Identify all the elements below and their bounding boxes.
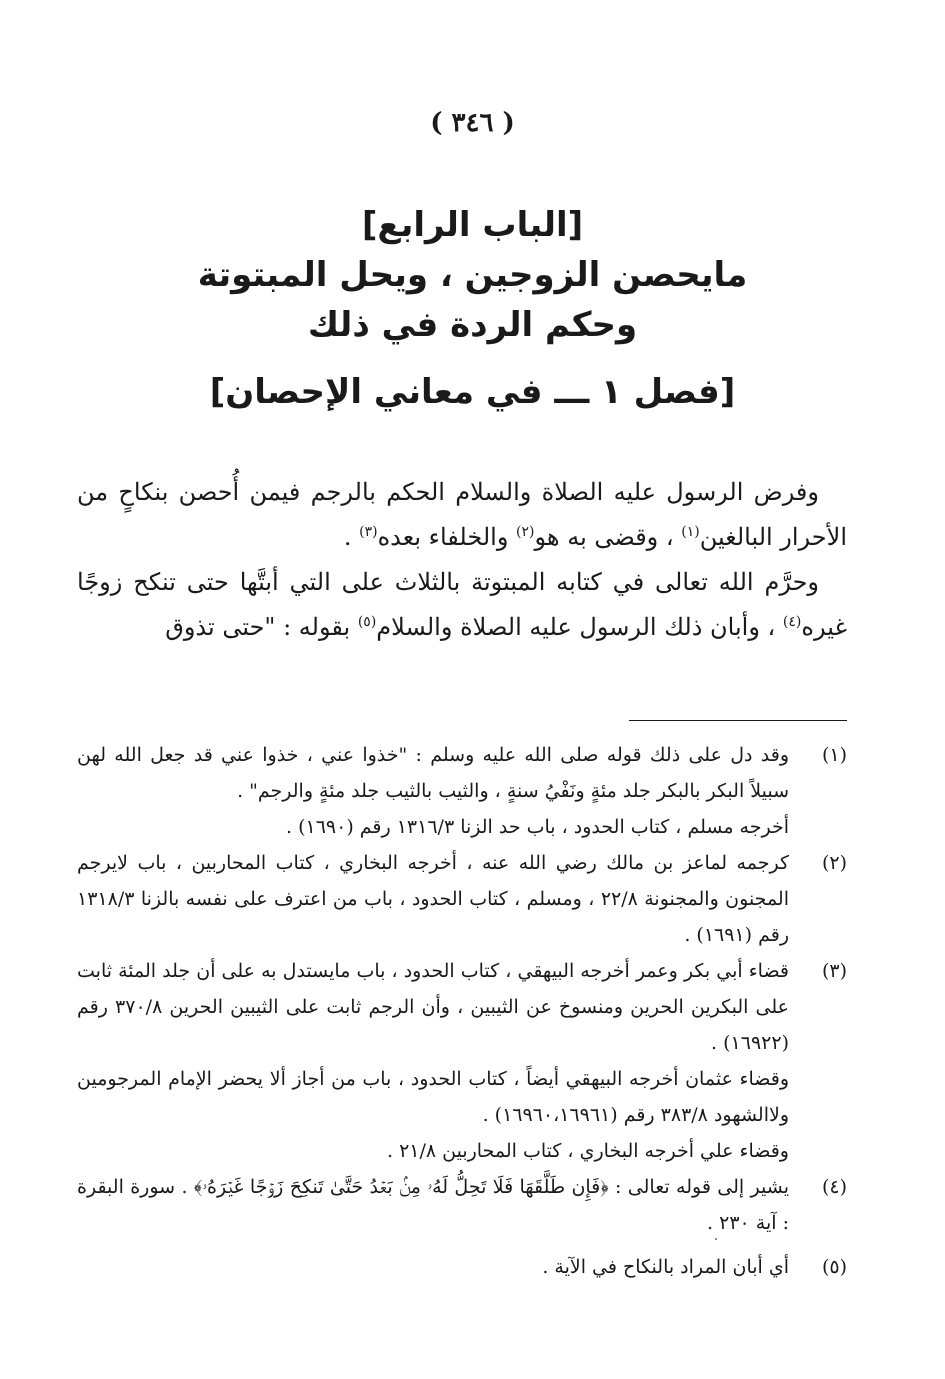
paragraph-text: بقوله : "حتى تذوق bbox=[165, 613, 358, 641]
footnote-line: يشير إلى قوله تعالى : ﴿فَإِن طَلَّقَهَا فَلَا تَحِلُّ لَهُۥ مِنۢ بَعۡدُ حَتَّىٰ تَنكِحَ زَوۡجًا غَيۡرَهُۥ﴾ . سورة البقرة : آية ٢٣٠ . bbox=[77, 1176, 789, 1234]
paragraph-1 bbox=[77, 470, 847, 560]
footnote-number: (١) bbox=[821, 744, 847, 766]
footnote-line: أي أبان المراد بالنكاح في الآية . bbox=[542, 1256, 789, 1278]
footnote-5 bbox=[77, 1249, 847, 1285]
footnote-body bbox=[77, 1249, 789, 1285]
page-number: ( ٣٤٦ ) bbox=[430, 108, 515, 138]
footnote-body bbox=[77, 1169, 789, 1241]
footnote-separator bbox=[629, 720, 847, 721]
paragraph-text: ، وأبان ذلك الرسول عليه الصلاة والسلام bbox=[376, 613, 783, 641]
paragraph-text: . bbox=[343, 523, 360, 551]
footnote-ref-3: (٣) bbox=[359, 524, 378, 540]
chapter-label: [الباب الرابع] bbox=[361, 205, 584, 245]
footnote-1 bbox=[77, 737, 847, 845]
footnote-body bbox=[77, 953, 789, 1169]
footnote-number: (٣) bbox=[821, 960, 847, 982]
footnote-ref-1: (١) bbox=[681, 524, 700, 540]
footnote-line: قضاء أبي بكر وعمر أخرجه البيهقي ، كتاب الحدود ، باب مايستدل به على أن جلد المئة ثابت على البكرين الحرين ومنسوخ عن الثيبين ، وأن الرجم ثابت على الثيبين الحرين ٣٧٠/٨ رقم (١٦٩٢٢) . bbox=[77, 960, 789, 1054]
paragraph-text: وحرَّم الله تعالى في كتابه المبتوتة بالثلاث على التي أبتَّها حتى تنكح زوجًا غيره bbox=[77, 568, 847, 641]
footnote-ref-4: (٤) bbox=[782, 614, 802, 630]
chapter-heading bbox=[0, 200, 945, 350]
footnote-line: كرجمه لماعز بن مالك رضي الله عنه ، أخرجه البخاري ، كتاب المحاربين ، باب لايرجم المجنون والمجنونة ٢٢/٨ ، ومسلم ، كتاب الحدود ، باب من اعترف على نفسه بالزنا ١٣١٨/٣ رقم (١٦٩١) . bbox=[77, 852, 789, 946]
paragraph-text: ، وقضى به هو bbox=[534, 523, 682, 551]
footnote-line: وقضاء عثمان أخرجه البيهقي أيضاً ، كتاب الحدود ، باب من أجاز ألا يحضر الإمام المرجومين ولاالشهود ٣٨٣/٨ رقم (١٦٩٦٠،١٦٩٦١) . bbox=[77, 1068, 789, 1126]
footnote-number: (٥) bbox=[821, 1256, 847, 1278]
section-title: [فصل ١ ـــ في معاني الإحصان] bbox=[209, 372, 736, 412]
scan-speck bbox=[715, 1238, 717, 1240]
footnote-body bbox=[77, 845, 789, 953]
footnote-line: أخرجه مسلم ، كتاب الحدود ، باب حد الزنا ١٣١٦/٣ رقم (١٦٩٠) . bbox=[285, 816, 789, 838]
footnote-number: (٤) bbox=[821, 1176, 847, 1198]
paragraph-text: والخلفاء بعده bbox=[377, 523, 517, 551]
footnote-line: وقد دل على ذلك قوله صلى الله عليه وسلم : "خذوا عني ، خذوا عني قد جعل الله لهن سبيلاً البكر بالبكر جلد مئةٍ ونَفْيُ سنةٍ ، والثيب بالثيب جلد مئةٍ والرجم" . bbox=[77, 744, 790, 802]
chapter-title-line-1: مايحصن الزوجين ، ويحل المبتوتة bbox=[197, 255, 748, 295]
footnote-body bbox=[77, 737, 789, 845]
footnote-4 bbox=[77, 1169, 847, 1241]
footnote-ref-5: (٥) bbox=[357, 614, 377, 630]
paragraph-2 bbox=[77, 560, 847, 650]
paragraph-text: وفرض الرسول عليه الصلاة والسلام الحكم بالرجم فيمن أُحصن بنكاحٍ من الأحرار البالغين bbox=[77, 478, 847, 551]
main-text bbox=[77, 470, 847, 650]
footnote-line: وقضاء علي أخرجه البخاري ، كتاب المحاربين ٢١/٨ . bbox=[386, 1140, 789, 1162]
footnote-3 bbox=[77, 953, 847, 1169]
chapter-title-line-2: وحكم الردة في ذلك bbox=[307, 305, 638, 345]
footnote-2 bbox=[77, 845, 847, 953]
footnote-ref-2: (٢) bbox=[516, 524, 535, 540]
footnote-number: (٢) bbox=[821, 852, 847, 874]
footnotes bbox=[77, 737, 847, 1285]
